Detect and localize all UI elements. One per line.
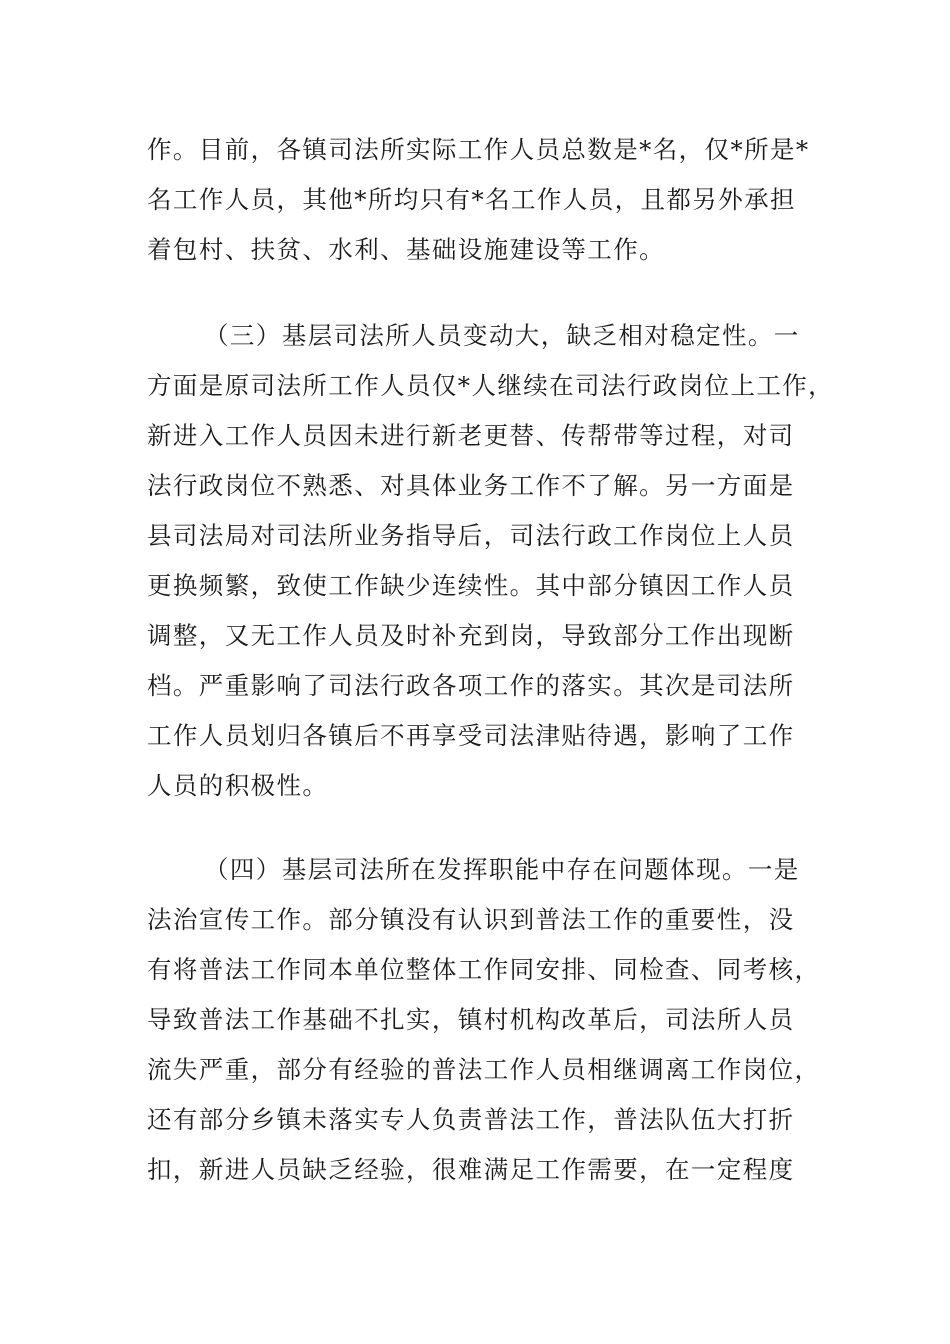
section-heading-line: （四）基层司法所在发挥职能中存在问题体现。一是	[204, 855, 800, 884]
text-line: 流失严重，部分有经验的普法工作人员相继调离工作岗位，	[147, 1055, 821, 1084]
text-line: 扣，新进人员缺乏经验，很难满足工作需要，在一定程度	[147, 1155, 795, 1184]
text-line: 法行政岗位不熟悉、对具体业务工作不了解。另一方面是	[147, 471, 795, 500]
text-line: 档。严重影响了司法行政各项工作的落实。其次是司法所	[147, 671, 795, 700]
section-heading-line: （三）基层司法所人员变动大，缺乏相对稳定性。一	[204, 321, 800, 350]
text-line: 县司法局对司法所业务指导后，司法行政工作岗位上人员	[147, 521, 795, 550]
text-line: 法治宣传工作。部分镇没有认识到普法工作的重要性，没	[147, 905, 795, 934]
text-line: 着包村、扶贫、水利、基础设施建设等工作。	[147, 235, 665, 264]
text-line: 还有部分乡镇未落实专人负责普法工作，普法队伍大打折	[147, 1105, 795, 1134]
text-line: 新进入工作人员因未进行新老更替、传帮带等过程，对司	[147, 421, 795, 450]
text-line: 方面是原司法所工作人员仅*人继续在司法行政岗位上工作，	[147, 371, 835, 400]
text-line: 导致普法工作基础不扎实，镇村机构改革后，司法所人员	[147, 1005, 795, 1034]
text-line: 有将普法工作同本单位整体工作同安排、同检查、同考核，	[147, 955, 821, 984]
text-line: 人员的积极性。	[147, 771, 329, 800]
text-line: 作。目前，各镇司法所实际工作人员总数是*名，仅*所是*	[147, 135, 810, 164]
text-line: 更换频繁，致使工作缺少连续性。其中部分镇因工作人员	[147, 571, 795, 600]
text-line: 工作人员划归各镇后不再享受司法津贴待遇，影响了工作	[147, 721, 795, 750]
text-line: 调整，又无工作人员及时补充到岗，导致部分工作出现断	[147, 621, 795, 650]
text-line: 名工作人员，其他*所均只有*名工作人员，且都另外承担	[147, 185, 796, 214]
